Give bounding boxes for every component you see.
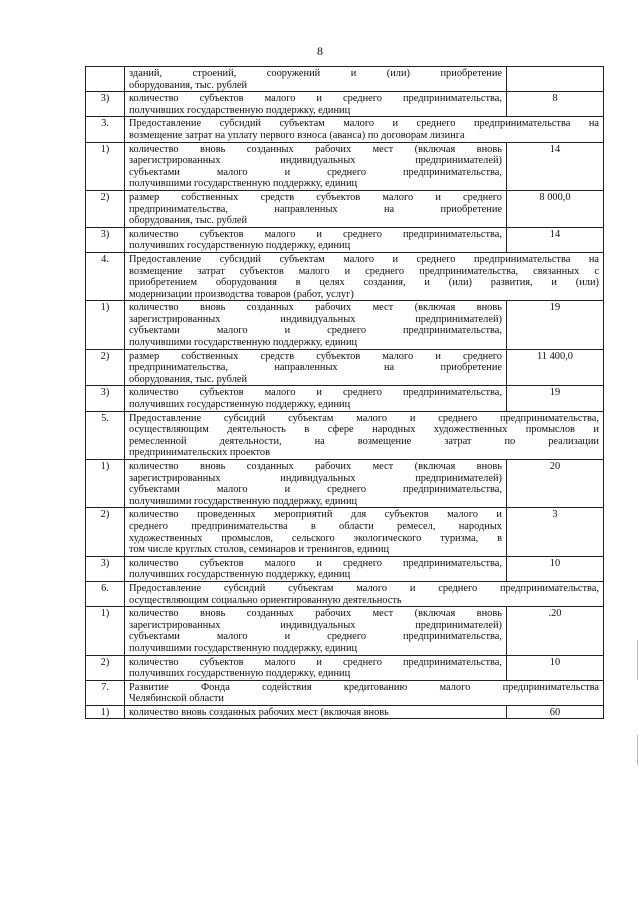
indicator-name (125, 386, 507, 411)
indicator-value: 3 (507, 508, 604, 556)
text-line: модернизации производства товаров (работ, услуг) (129, 288, 354, 300)
text-line: размер собственных средств субъектов малого и среднего (129, 350, 502, 362)
text-line: получивших государственную поддержку, единиц (129, 399, 351, 411)
table-row (86, 349, 604, 386)
row-number: 7. (86, 680, 125, 705)
indicator-value: 8 (507, 92, 604, 117)
text-line: оборудования, тыс. рублей (129, 215, 248, 227)
indicators-table-body (86, 67, 604, 719)
text-line: среднего предпринимательства в области ремесел, народных (129, 520, 502, 532)
indicator-value: 19 (507, 301, 604, 349)
section-title (125, 581, 604, 606)
text-line: Предоставление субсидий субъектам малого и среднего предпринимательства, (129, 582, 599, 594)
text-line: предпринимательских проектов (129, 447, 270, 459)
table-row (86, 460, 604, 508)
text-line: получивших государственную поддержку, единиц (129, 668, 351, 680)
text-line: количество вновь созданных рабочих мест (включая вновь (129, 302, 502, 314)
row-number: 1) (86, 142, 125, 190)
text-line: количество вновь созданных рабочих мест (включая вновь (129, 706, 389, 718)
table-row (86, 655, 604, 680)
row-number: 3) (86, 92, 125, 117)
text-line: возмещение затрат на уплату первого взноса (аванса) по договорам лизинга (129, 129, 465, 141)
text-line: количество субъектов малого и среднего предпринимательства, (129, 557, 502, 569)
text-line: Челябинской области (129, 693, 224, 705)
text-line: субъектами малого и среднего предпринимательства, (129, 166, 502, 178)
text-line: получивших государственную поддержку, единиц (129, 569, 351, 581)
indicator-value: 14 (507, 142, 604, 190)
row-number: 1) (86, 301, 125, 349)
indicator-value: 10 (507, 556, 604, 581)
indicator-value (507, 67, 604, 92)
text-line: количество вновь созданных рабочих мест (включая вновь (129, 143, 502, 155)
section-title (125, 680, 604, 705)
row-number: 3) (86, 227, 125, 252)
scan-edge-mark (637, 735, 638, 765)
indicator-name (125, 349, 507, 386)
indicator-name (125, 508, 507, 556)
indicator-value: .20 (507, 607, 604, 655)
indicator-value: 60 (507, 705, 604, 719)
indicators-table (85, 66, 604, 719)
row-number: 5. (86, 411, 125, 459)
indicator-name (125, 190, 507, 227)
text-line: получившими государственную поддержку, единиц (129, 178, 358, 190)
text-line: зарегистрированных индивидуальных предпринимателей) (129, 313, 502, 325)
text-line: получившими государственную поддержку, единиц (129, 495, 358, 507)
table-row (86, 92, 604, 117)
row-number (86, 67, 125, 92)
table-row (86, 705, 604, 719)
text-line: количество вновь созданных рабочих мест (включая вновь (129, 461, 502, 472)
section-title (125, 411, 604, 459)
text-line: получившими государственную поддержку, единиц (129, 642, 358, 654)
row-number: 4. (86, 252, 125, 300)
row-number: 6. (86, 581, 125, 606)
text-line: количество субъектов малого и среднего предпринимательства, (129, 228, 502, 240)
section-title (125, 117, 604, 142)
table-row (86, 67, 604, 92)
table-row (86, 190, 604, 227)
text-line: оборудования, тыс. рублей (129, 373, 248, 385)
text-line: субъектами малого и среднего предпринимательства, (129, 325, 502, 337)
indicator-name (125, 607, 507, 655)
text-line: получивших государственную поддержку, единиц (129, 240, 351, 252)
indicator-name (125, 142, 507, 190)
page-number: 8 (317, 44, 323, 58)
indicator-name (125, 460, 507, 508)
row-number: 3. (86, 117, 125, 142)
table-row (86, 301, 604, 349)
text-line: предпринимательства, направленных на приобретение (129, 362, 502, 374)
text-line: зарегистрированных индивидуальных предпринимателей) (129, 155, 502, 167)
text-line: количество субъектов малого и среднего предпринимательства, (129, 93, 502, 105)
text-line: приобретением оборудования в целях создания, и (или) развития, и (или) (129, 277, 599, 289)
text-line: зарегистрированных индивидуальных предпринимателей) (129, 619, 502, 631)
text-line: Предоставление субсидий субъектам малого и среднего предпринимательства на (129, 118, 599, 130)
indicator-value: 19 (507, 386, 604, 411)
table-row (86, 142, 604, 190)
row-number: 2) (86, 190, 125, 227)
indicator-name (125, 556, 507, 581)
table-row (86, 227, 604, 252)
text-line: количество проведенных мероприятий для субъектов малого и (129, 509, 502, 521)
text-line: том числе круглых столов, семинаров и тренингов, единиц (129, 544, 390, 556)
section-row (86, 581, 604, 606)
indicator-value: 10 (507, 655, 604, 680)
row-number: 1) (86, 705, 125, 719)
row-number: 2) (86, 508, 125, 556)
table-row (86, 556, 604, 581)
text-line: получивших государственную поддержку, единиц (129, 104, 351, 116)
text-line: количество субъектов малого и среднего предпринимательства, (129, 656, 502, 668)
table-row (86, 386, 604, 411)
text-line: предпринимательства, направленных на приобретение (129, 203, 502, 215)
text-line: субъектами малого и среднего предпринимательства, (129, 631, 502, 643)
text-line: зарегистрированных индивидуальных предпринимателей) (129, 472, 502, 484)
row-number: 2) (86, 349, 125, 386)
row-number: 1) (86, 607, 125, 655)
text-line: размер собственных средств субъектов малого и среднего (129, 191, 502, 203)
text-line: возмещение затрат субъектов малого и среднего предпринимательства, связанных с (129, 265, 599, 277)
indicator-name (125, 227, 507, 252)
text-line: оборудования, тыс. рублей (129, 79, 248, 91)
text-line: ремесленной деятельности, на возмещение затрат по реализации (129, 435, 599, 447)
text-line: осуществляющим социально ориентированную деятельность (129, 594, 402, 606)
text-line: осуществляющим деятельность в сфере народных художественных промыслов и (129, 424, 599, 436)
table-row (86, 508, 604, 556)
indicator-name (125, 301, 507, 349)
row-number: 2) (86, 655, 125, 680)
indicator-name (125, 92, 507, 117)
row-number: 3) (86, 556, 125, 581)
scan-edge-mark (637, 640, 638, 680)
section-row (86, 252, 604, 300)
text-line: субъектами малого и среднего предпринимательства, (129, 484, 502, 496)
indicator-name (125, 655, 507, 680)
indicator-value: 8 000,0 (507, 190, 604, 227)
table-row (86, 607, 604, 655)
text-line: Предоставление субсидий субъектам малого и среднего предпринимательства на (129, 253, 599, 265)
text-line: зданий, строений, сооружений и (или) приобретение (129, 68, 502, 79)
text-line: количество субъектов малого и среднего предпринимательства, (129, 387, 502, 399)
row-number: 1) (86, 460, 125, 508)
indicator-value: 14 (507, 227, 604, 252)
section-row (86, 117, 604, 142)
indicator-name (125, 67, 507, 92)
text-line: получившими государственную поддержку, единиц (129, 337, 358, 349)
text-line: количество вновь созданных рабочих мест (включая вновь (129, 608, 502, 620)
text-line: художественных промыслов, сельского экологического туризма, в (129, 532, 502, 544)
text-line: Предоставление субсидий субъектам малого и среднего предпринимательства, (129, 412, 599, 424)
indicator-name (125, 705, 507, 719)
indicator-value: 20 (507, 460, 604, 508)
section-row (86, 411, 604, 459)
section-title (125, 252, 604, 300)
row-number: 3) (86, 386, 125, 411)
text-line: Развитие Фонда содействия кредитованию малого предпринимательства (129, 681, 599, 693)
section-row (86, 680, 604, 705)
indicator-value: 11 400,0 (507, 349, 604, 386)
